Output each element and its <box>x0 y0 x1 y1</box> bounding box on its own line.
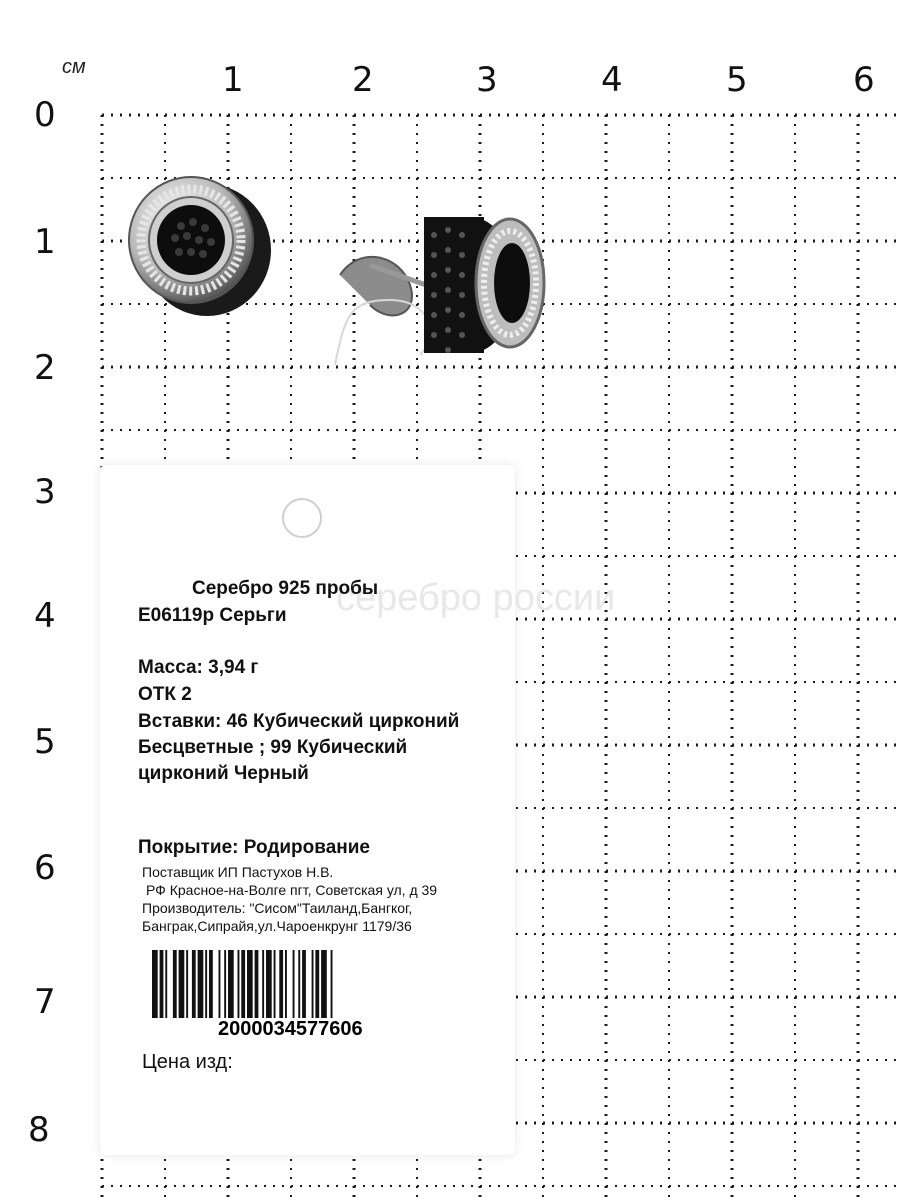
watermark-logo: серебро россии <box>336 577 616 619</box>
earring-side-view <box>330 205 550 370</box>
tag-inserts-line1: Вставки: 46 Кубический цирконий <box>138 711 460 732</box>
y-tick-0: 0 <box>34 95 56 135</box>
x-tick-5: 5 <box>726 60 748 100</box>
barcode <box>152 950 442 1020</box>
tag-price-label: Цена изд: <box>142 1051 233 1073</box>
tag-manufacturer-line2: Банграк,Сипрайя,ул.Чароенкрунг 1179/36 <box>142 918 412 934</box>
tag-inserts-line2: Бесцветные ; 99 Кубический <box>138 737 408 758</box>
tag-mass: Масса: 3,94 г <box>138 657 259 678</box>
y-tick-1: 1 <box>34 222 56 262</box>
x-tick-3: 3 <box>476 60 498 100</box>
barcode-number: 2000034577606 <box>218 1018 363 1040</box>
x-tick-2: 2 <box>352 60 374 100</box>
y-tick-3: 3 <box>34 472 56 512</box>
tag-metal: Серебро 925 пробы <box>192 578 379 599</box>
y-tick-6: 6 <box>34 848 56 888</box>
earring-front-view <box>115 170 280 325</box>
y-tick-8: 8 <box>28 1110 50 1150</box>
tag-inserts-line3: цирконий Черный <box>138 763 309 784</box>
tag-supplier-line2: РФ Красное-на-Волге пгт, Советская ул, д 39 <box>146 882 438 898</box>
tag-supplier-line1: Поставщик ИП Пастухов Н.В. <box>142 864 334 880</box>
tag-manufacturer-line1: Производитель: "Сисом"Таиланд,Бангког, <box>142 900 413 916</box>
unit-label: см <box>62 56 86 78</box>
tag-article: E06119р Серьги <box>138 605 287 626</box>
tag-hole <box>282 498 322 538</box>
tag-coating: Покрытие: Родирование <box>138 837 370 858</box>
price-tag <box>100 465 616 1155</box>
y-tick-5: 5 <box>34 722 56 762</box>
x-tick-1: 1 <box>222 60 244 100</box>
y-tick-7: 7 <box>34 982 56 1022</box>
x-tick-4: 4 <box>601 60 623 100</box>
x-tick-6: 6 <box>853 60 875 100</box>
tag-otk: ОТК 2 <box>138 684 192 705</box>
y-tick-4: 4 <box>34 596 56 636</box>
y-tick-2: 2 <box>34 348 56 388</box>
